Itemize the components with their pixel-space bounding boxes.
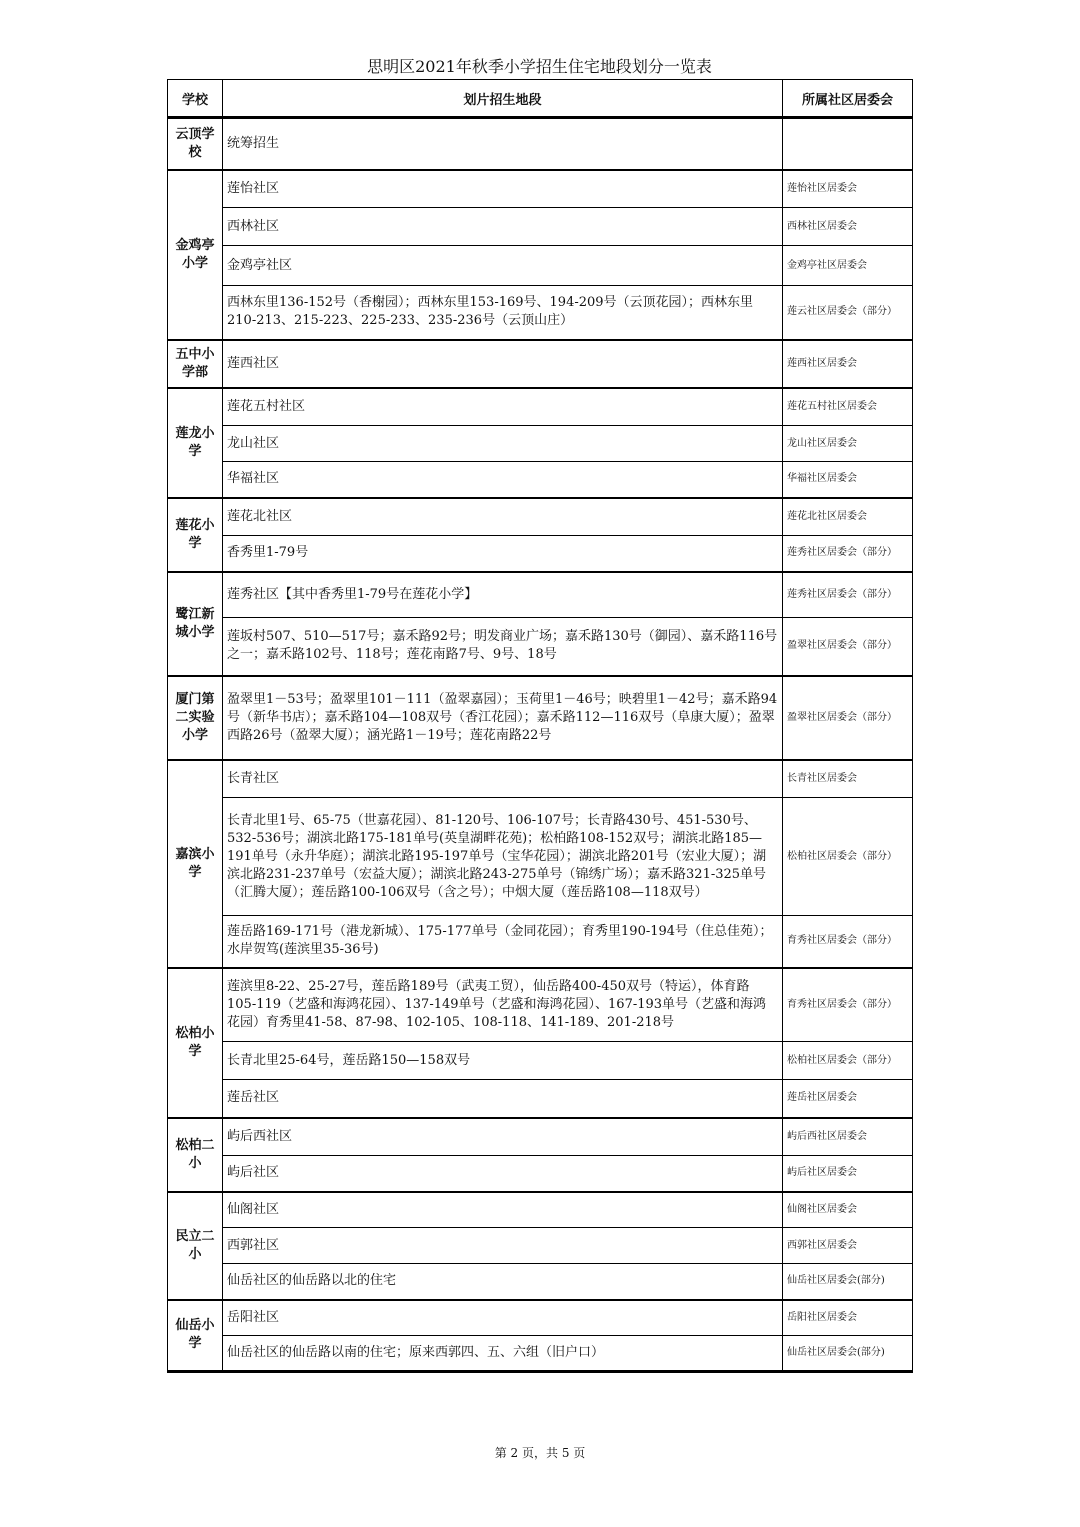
committee-cell: 育秀社区居委会（部分）: [783, 916, 913, 968]
enrollment-table: [167, 79, 913, 1373]
header-committee: 所属社区居委会: [783, 80, 913, 118]
school-name: 嘉滨小学: [168, 760, 223, 968]
table-row: [168, 1336, 913, 1372]
table-row: [168, 340, 913, 388]
school-name: 鹭江新城小学: [168, 572, 223, 676]
committee-cell: 莲秀社区居委会（部分）: [783, 536, 913, 572]
segment-cell: 莲秀社区【其中香秀里1-79号在莲花小学】: [223, 572, 783, 618]
table-row: [168, 760, 913, 798]
committee-cell: 屿后社区居委会: [783, 1156, 913, 1192]
segment-cell: 屿后西社区: [223, 1118, 783, 1156]
table-row: [168, 676, 913, 760]
committee-cell: [783, 118, 913, 170]
table-row: [168, 1118, 913, 1156]
school-name: 云顶学校: [168, 118, 223, 170]
table-row: [168, 968, 913, 1042]
committee-cell: 华福社区居委会: [783, 462, 913, 498]
school-name: 金鸡亭小学: [168, 170, 223, 340]
committee-cell: 龙山社区居委会: [783, 426, 913, 462]
school-name: 松柏二小: [168, 1118, 223, 1192]
segment-cell: 龙山社区: [223, 426, 783, 462]
table-row: [168, 1156, 913, 1192]
segment-cell: 莲怡社区: [223, 170, 783, 208]
school-name: 莲花小学: [168, 498, 223, 572]
segment-cell: 仙岳社区的仙岳路以北的住宅: [223, 1264, 783, 1300]
table-row: [168, 1192, 913, 1228]
segment-cell: 莲滨里8-22、25-27号，莲岳路189号（武夷工贸），仙岳路400-450双号（特运），体育路105-119（艺盛和海鸿花园）、137-149单号（艺盛和海鸿花园）、167-193单号（艺盛和海鸿花园）育秀里41-58、87-98、102-105、108-118、141-189、201-218号: [223, 968, 783, 1042]
segment-cell: 仙岳社区的仙岳路以南的住宅；原来西郭四、五、六组（旧户口）: [223, 1336, 783, 1372]
table-row: [168, 246, 913, 286]
table-row: [168, 536, 913, 572]
committee-cell: 松柏社区居委会（部分）: [783, 1042, 913, 1080]
committee-cell: 莲西社区居委会: [783, 340, 913, 388]
committee-cell: 屿后西社区居委会: [783, 1118, 913, 1156]
committee-cell: 岳阳社区居委会: [783, 1300, 913, 1336]
segment-cell: 西郭社区: [223, 1228, 783, 1264]
table-row: [168, 572, 913, 618]
committee-cell: 西林社区居委会: [783, 208, 913, 246]
table-row: [168, 1300, 913, 1336]
committee-cell: 莲花五村社区居委会: [783, 388, 913, 426]
table-row: [168, 798, 913, 916]
segment-cell: 西林东里136-152号（香榭园）；西林东里153-169号、194-209号（云顶花园）；西林东里210-213、215-223、225-233、235-236号（云顶山庄）: [223, 286, 783, 340]
committee-cell: 莲秀社区居委会（部分）: [783, 572, 913, 618]
segment-cell: 统筹招生: [223, 118, 783, 170]
segment-cell: 长青社区: [223, 760, 783, 798]
segment-cell: 盈翠里1－53号；盈翠里101－111（盈翠嘉园）；玉荷里1－46号；映碧里1－42号；嘉禾路94号（新华书店）；嘉禾路104—108双号（香江花园）；嘉禾路112—116双号（阜康大厦）；盈翠西路26号（盈翠大厦）；涵光路1－19号；莲花南路22号: [223, 676, 783, 760]
committee-cell: 西郭社区居委会: [783, 1228, 913, 1264]
segment-cell: 长青北里1号、65-75（世嘉花园）、81-120号、106-107号；长青路430号、451-530号、532-536号；湖滨北路175-181单号(英皇湖畔花苑)；松柏路108-152双号；湖滨北路185—191单号（永升华庭）；湖滨北路195-197单号（宝华花园）；湖滨北路201号（宏业大厦）；湖滨北路231-237单号（宏益大厦）；湖滨北路243-275单号（锦绣广场）；嘉禾路321-325单号（汇腾大厦）；莲岳路100-106双号（含之号）；中烟大厦（莲岳路108—118双号）: [223, 798, 783, 916]
segment-cell: 莲西社区: [223, 340, 783, 388]
committee-cell: 仙岳社区居委会(部分): [783, 1336, 913, 1372]
segment-cell: 莲岳社区: [223, 1080, 783, 1118]
segment-cell: 香秀里1-79号: [223, 536, 783, 572]
committee-cell: 莲云社区居委会（部分）: [783, 286, 913, 340]
committee-cell: 金鸡亭社区居委会: [783, 246, 913, 286]
table-header-row: [168, 80, 913, 118]
committee-cell: 莲花北社区居委会: [783, 498, 913, 536]
table-row: [168, 388, 913, 426]
segment-cell: 岳阳社区: [223, 1300, 783, 1336]
table-row: [168, 1264, 913, 1300]
segment-cell: 莲岳路169-171号（港龙新城）、175-177单号（金同花园）；育秀里190-194号（住总佳苑）；水岸贺笃(莲滨里35-36号): [223, 916, 783, 968]
table-row: [168, 118, 913, 170]
table-row: [168, 1042, 913, 1080]
committee-cell: 莲岳社区居委会: [783, 1080, 913, 1118]
page-title: 思明区2021年秋季小学招生住宅地段划分一览表: [367, 57, 712, 76]
segment-cell: 屿后社区: [223, 1156, 783, 1192]
table-body: [168, 118, 913, 1372]
table-row: [168, 462, 913, 498]
committee-cell: 仙阁社区居委会: [783, 1192, 913, 1228]
table-row: [168, 1080, 913, 1118]
school-name: 民立二小: [168, 1192, 223, 1300]
segment-cell: 仙阁社区: [223, 1192, 783, 1228]
table-row: [168, 170, 913, 208]
table-row: [168, 916, 913, 968]
table-row: [168, 498, 913, 536]
segment-cell: 长青北里25-64号，莲岳路150—158双号: [223, 1042, 783, 1080]
committee-cell: 莲怡社区居委会: [783, 170, 913, 208]
committee-cell: 盈翠社区居委会（部分）: [783, 676, 913, 760]
segment-cell: 金鸡亭社区: [223, 246, 783, 286]
segment-cell: 莲花五村社区: [223, 388, 783, 426]
page-footer: 第 2 页，共 5 页: [494, 1446, 586, 1460]
segment-cell: 莲花北社区: [223, 498, 783, 536]
table-row: [168, 618, 913, 676]
committee-cell: 育秀社区居委会（部分）: [783, 968, 913, 1042]
school-name: 仙岳小学: [168, 1300, 223, 1372]
school-name: 松柏小学: [168, 968, 223, 1118]
committee-cell: 长青社区居委会: [783, 760, 913, 798]
school-name: 五中小学部: [168, 340, 223, 388]
committee-cell: 盈翠社区居委会（部分）: [783, 618, 913, 676]
committee-cell: 松柏社区居委会（部分）: [783, 798, 913, 916]
school-name: 厦门第二实验小学: [168, 676, 223, 760]
table-row: [168, 1228, 913, 1264]
header-segment: 划片招生地段: [223, 80, 783, 118]
header-school: 学校: [168, 80, 223, 118]
committee-cell: 仙岳社区居委会(部分): [783, 1264, 913, 1300]
segment-cell: 西林社区: [223, 208, 783, 246]
table-row: [168, 426, 913, 462]
school-name: 莲龙小学: [168, 388, 223, 498]
table-row: [168, 208, 913, 246]
table-row: [168, 286, 913, 340]
segment-cell: 莲坂村507、510—517号；嘉禾路92号；明发商业广场；嘉禾路130号（御园）、嘉禾路116号之一；嘉禾路102号、118号；莲花南路7号、9号、18号: [223, 618, 783, 676]
segment-cell: 华福社区: [223, 462, 783, 498]
